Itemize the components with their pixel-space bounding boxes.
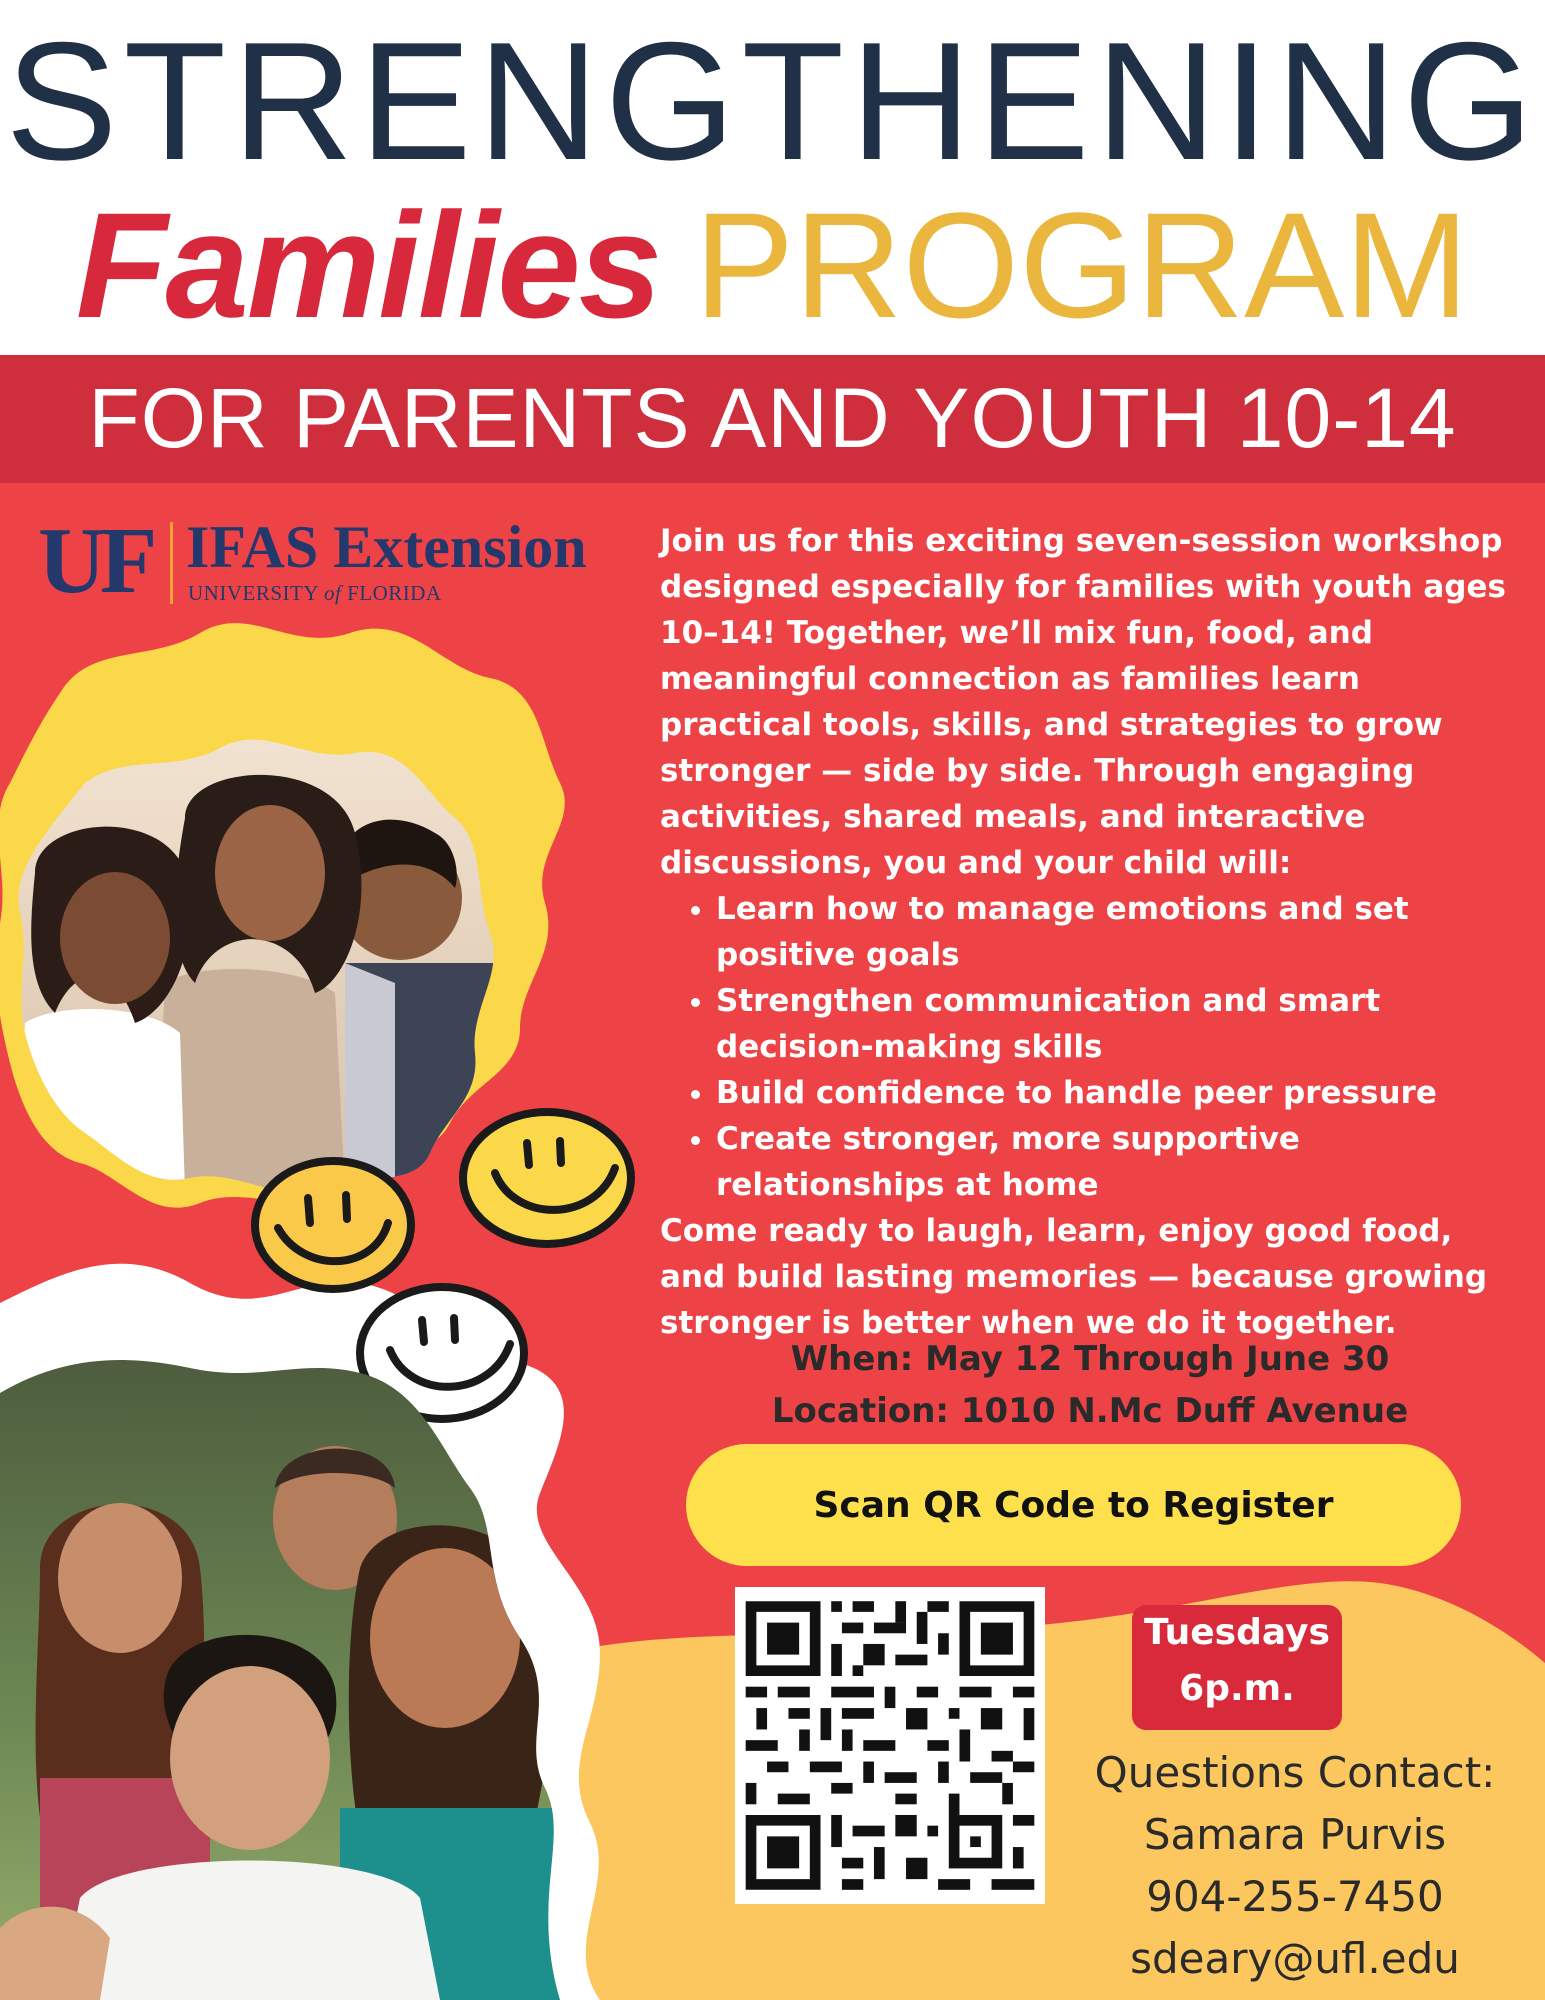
event-details bbox=[660, 1333, 1520, 1437]
logo-university: UNIVERSITY bbox=[188, 581, 319, 605]
audience-band-text: FOR PARENTS AND YOUTH 10-14 bbox=[88, 371, 1457, 465]
event-dates: When: May 12 Through June 30 bbox=[790, 1339, 1390, 1379]
university-of-florida-logo bbox=[188, 580, 442, 606]
family-photo-bottom bbox=[0, 1338, 585, 2000]
family-photo-top bbox=[15, 723, 500, 1193]
list-item: • Create stronger, more supportive relationships at home bbox=[716, 1116, 1520, 1208]
schedule-badge bbox=[1132, 1605, 1342, 1730]
title-program: PROGRAM bbox=[694, 181, 1470, 349]
contact-email[interactable]: sdeary@ufl.edu bbox=[1130, 1934, 1460, 1983]
contact-phone[interactable]: 904-255-7450 bbox=[1146, 1872, 1444, 1921]
title-families: Families bbox=[75, 181, 661, 349]
qr-code[interactable] bbox=[735, 1587, 1045, 1904]
intro-paragraph: Join us for this exciting seven-session workshop designed especially for families with youth ages 10–14! Together, we’ll mix fun, food, and meaningful connection as families learn practical tools, skills, and strategies to grow stronger — side by side. Through engaging activities, shared meals, and interactive discussions, you and your child will: bbox=[660, 523, 1506, 881]
benefits-list bbox=[660, 886, 1520, 1208]
qr-code-icon bbox=[735, 1587, 1045, 1904]
schedule-time: 6p.m. bbox=[1179, 1668, 1295, 1709]
closing-paragraph: Come ready to laugh, learn, enjoy good food, and build lasting memories — because growing stronger is better when we do it together. bbox=[660, 1213, 1488, 1341]
event-location: Location: 1010 N.Mc Duff Avenue bbox=[771, 1391, 1409, 1431]
smiley-icon bbox=[455, 1103, 640, 1253]
title-strengthening: STRENGTHENING bbox=[5, 7, 1540, 195]
logo-of: of bbox=[323, 581, 342, 605]
title-families-program bbox=[0, 181, 1545, 349]
ifas-extension-logo: IFAS Extension bbox=[186, 514, 587, 580]
register-button[interactable]: Scan QR Code to Register bbox=[686, 1444, 1461, 1566]
program-description bbox=[660, 518, 1520, 1346]
contact-name: Samara Purvis bbox=[1143, 1810, 1447, 1859]
logo-florida: FLORIDA bbox=[347, 581, 442, 605]
list-item: • Strengthen communication and smart decision-making skills bbox=[716, 978, 1520, 1070]
smiley-icon bbox=[248, 1153, 418, 1298]
list-item: • Build confidence to handle peer pressure bbox=[716, 1070, 1520, 1116]
contact-heading: Questions Contact: bbox=[1094, 1748, 1496, 1797]
list-item: • Learn how to manage emotions and set positive goals bbox=[716, 886, 1520, 978]
uf-logo-mark: UF bbox=[38, 509, 152, 613]
logo-divider bbox=[170, 522, 173, 604]
contact-info bbox=[1050, 1742, 1540, 1990]
schedule-day: Tuesdays bbox=[1144, 1612, 1330, 1653]
